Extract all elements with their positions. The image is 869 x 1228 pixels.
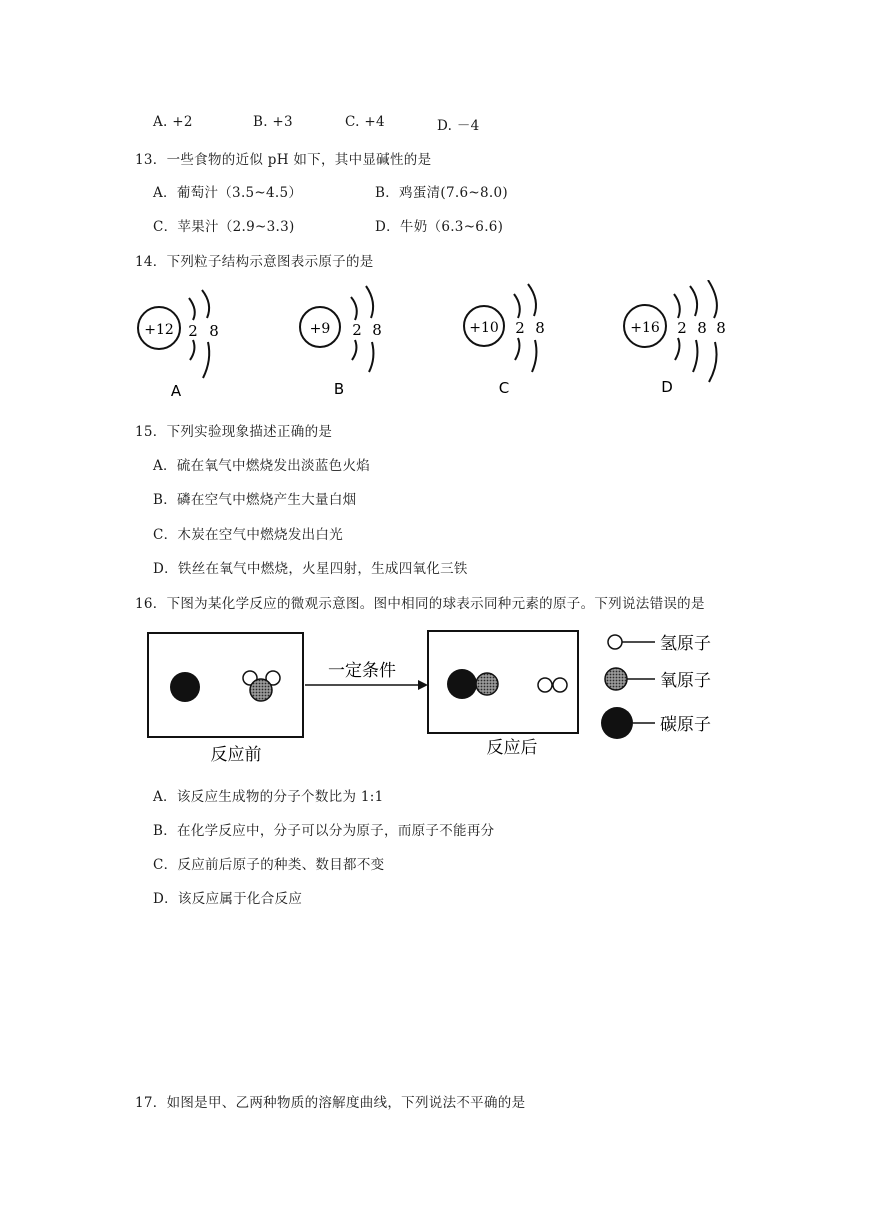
q13-stem: 13．一些食物的近似 pH 如下，其中显碱性的是 xyxy=(135,152,432,168)
q17-stem: 17．如图是甲、乙两种物质的溶解度曲线，下列说法不平确的是 xyxy=(135,1095,526,1111)
diagram-c-nucleus: +10 xyxy=(469,320,499,336)
q15-option-d: D．铁丝在氧气中燃烧，火星四射，生成四氧化三铁 xyxy=(153,561,468,577)
diagram-d xyxy=(624,280,726,396)
q15-option-a: A．硫在氧气中燃烧发出淡蓝色火焰 xyxy=(153,458,371,474)
legend xyxy=(601,634,711,739)
carbon-atom xyxy=(170,672,200,702)
diagram-b-shell-1: 2 xyxy=(352,321,362,339)
carbon-atom xyxy=(447,669,477,699)
diagram-b-nucleus: +9 xyxy=(309,321,331,337)
hydrogen-atom xyxy=(553,678,567,692)
reaction-condition: 一定条件 xyxy=(328,661,396,681)
diagram-a xyxy=(138,290,219,400)
q13-option-a: A．葡萄汁（3.5~4.5） xyxy=(153,185,303,201)
q16-option-b: B．在化学反应中，分子可以分为原子，而原子不能再分 xyxy=(153,823,495,839)
q15-stem: 15．下列实验现象描述正确的是 xyxy=(135,424,333,440)
diagram-d-label: D xyxy=(661,378,673,396)
q12-option-a: A. +2 xyxy=(153,114,193,130)
legend-carbon-icon xyxy=(601,707,633,739)
q15-option-c: C．木炭在空气中燃烧发出白光 xyxy=(153,527,344,543)
diagram-a-shell-2: 8 xyxy=(209,322,219,340)
q13-option-b: B．鸡蛋清(7.6~8.0) xyxy=(375,185,508,201)
q12-option-b: B. +3 xyxy=(253,114,293,130)
legend-hydrogen-label: 氢原子 xyxy=(660,634,711,654)
legend-oxygen-label: 氧原子 xyxy=(660,671,711,691)
hydrogen-atom xyxy=(538,678,552,692)
diagram-d-shell-3: 8 xyxy=(716,319,726,337)
oxygen-atom xyxy=(250,679,272,701)
diagram-d-shell-1: 2 xyxy=(677,319,687,337)
diagram-a-label: A xyxy=(170,382,182,400)
before-label: 反应前 xyxy=(210,745,262,765)
q13-option-c: C．苹果汁（2.9~3.3) xyxy=(153,219,295,235)
legend-hydrogen-icon xyxy=(608,635,622,649)
diagram-d-shell-2: 8 xyxy=(697,319,707,337)
q14-stem: 14．下列粒子结构示意图表示原子的是 xyxy=(135,254,374,270)
diagram-c xyxy=(464,284,545,397)
after-label: 反应后 xyxy=(486,738,538,758)
q15-option-b: B．磷在空气中燃烧产生大量白烟 xyxy=(153,492,357,508)
diagram-c-shell-2: 8 xyxy=(535,319,545,337)
diagram-b-label: B xyxy=(333,380,345,398)
q12-option-d: D. －4 xyxy=(437,118,480,134)
q13-option-d: D．牛奶（6.3~6.6) xyxy=(375,219,504,235)
reaction-diagram xyxy=(0,625,869,775)
q16-option-a: A．该反应生成物的分子个数比为 1:1 xyxy=(153,789,384,805)
diagram-c-label: C xyxy=(498,379,510,397)
q12-option-c: C. +4 xyxy=(345,114,385,130)
legend-oxygen-icon xyxy=(605,668,627,690)
diagram-a-nucleus: +12 xyxy=(144,322,174,338)
legend-carbon-label: 碳原子 xyxy=(660,715,711,735)
q16-stem: 16．下图为某化学反应的微观示意图。图中相同的球表示同种元素的原子。下列说法错误的是 xyxy=(135,596,705,612)
diagram-a-shell-1: 2 xyxy=(188,322,198,340)
atomic-structure-diagrams xyxy=(0,280,869,405)
diagram-d-nucleus: +16 xyxy=(630,320,660,336)
diagram-c-shell-1: 2 xyxy=(515,319,525,337)
diagram-b-shell-2: 8 xyxy=(372,321,382,339)
q16-option-d: D．该反应属于化合反应 xyxy=(153,891,303,907)
oxygen-atom xyxy=(476,673,498,695)
diagram-b xyxy=(300,286,382,398)
q16-option-c: C．反应前后原子的种类、数目都不变 xyxy=(153,857,385,873)
